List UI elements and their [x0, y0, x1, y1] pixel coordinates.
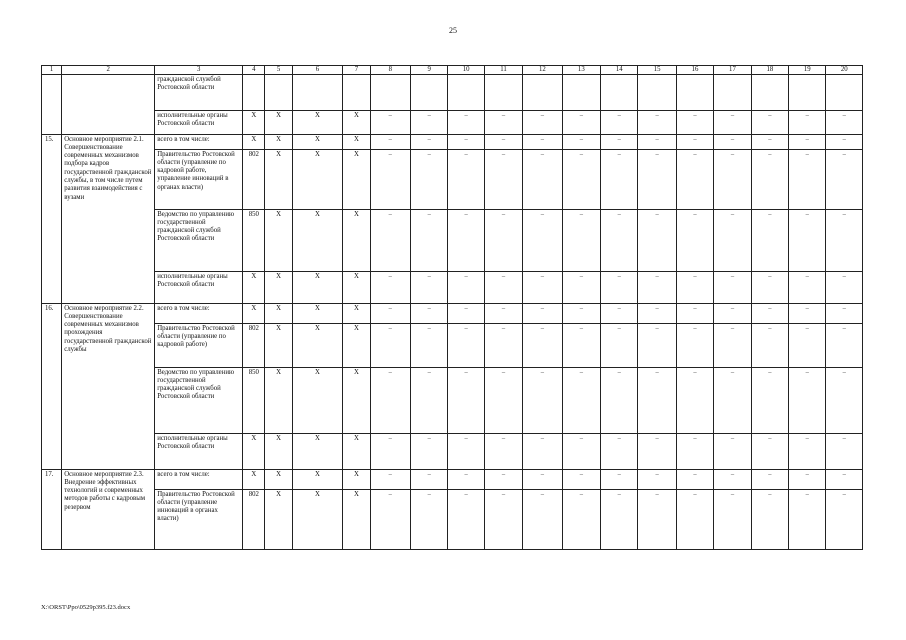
value-cell — [601, 74, 638, 110]
code-cell: Х — [292, 489, 343, 549]
value-cell: – — [751, 134, 788, 149]
value-cell: – — [523, 303, 562, 323]
value-cell: – — [370, 489, 410, 549]
code-cell: Х — [265, 469, 292, 489]
code-cell: Х — [292, 110, 343, 134]
header-cell: 17 — [714, 66, 751, 75]
value-cell: – — [714, 433, 751, 469]
value-cell: – — [484, 489, 522, 549]
value-cell: – — [638, 433, 676, 469]
header-cell: 3 — [155, 66, 243, 75]
value-cell: – — [826, 110, 863, 134]
value-cell: – — [676, 110, 713, 134]
value-cell: – — [448, 469, 484, 489]
value-cell: – — [448, 110, 484, 134]
row-number-cell — [42, 74, 62, 134]
value-cell: – — [370, 271, 410, 303]
value-cell: – — [448, 271, 484, 303]
value-cell: – — [562, 209, 600, 271]
value-cell: – — [751, 489, 788, 549]
code-cell: 850 — [243, 367, 265, 433]
header-cell: 20 — [826, 66, 863, 75]
value-cell: – — [676, 367, 713, 433]
value-cell: – — [751, 367, 788, 433]
value-cell: – — [601, 469, 638, 489]
value-cell: – — [448, 149, 484, 209]
value-cell: – — [484, 209, 522, 271]
value-cell: – — [411, 209, 448, 271]
footer-file-path: X:\ORST\Ppo\0529p395.f23.docx — [41, 604, 131, 611]
value-cell: – — [789, 134, 826, 149]
value-cell: – — [638, 323, 676, 367]
value-cell: – — [789, 489, 826, 549]
value-cell: – — [638, 367, 676, 433]
value-cell: – — [789, 433, 826, 469]
value-cell: – — [751, 303, 788, 323]
executor-cell: исполнительные органы Ростовской области — [155, 433, 243, 469]
value-cell: – — [484, 469, 522, 489]
table-row — [42, 323, 863, 367]
value-cell: – — [826, 303, 863, 323]
value-cell: – — [562, 489, 600, 549]
value-cell: – — [826, 469, 863, 489]
value-cell — [826, 74, 863, 110]
value-cell: – — [826, 433, 863, 469]
value-cell: – — [714, 134, 751, 149]
code-cell: Х — [265, 149, 292, 209]
value-cell: – — [562, 323, 600, 367]
value-cell: – — [411, 134, 448, 149]
value-cell: – — [370, 433, 410, 469]
header-cell: 2 — [62, 66, 155, 75]
value-cell: – — [676, 134, 713, 149]
code-cell: Х — [292, 433, 343, 469]
value-cell: – — [411, 469, 448, 489]
header-cell: 10 — [448, 66, 484, 75]
value-cell: – — [562, 149, 600, 209]
header-cell: 18 — [751, 66, 788, 75]
executor-cell: Ведомство по управлению государственной гражданской службой Ростовской области — [155, 367, 243, 433]
table-row — [42, 489, 863, 549]
table-row — [42, 367, 863, 433]
code-cell: Х — [343, 433, 370, 469]
value-cell: – — [714, 271, 751, 303]
value-cell: – — [370, 469, 410, 489]
value-cell: – — [562, 433, 600, 469]
value-cell: – — [714, 209, 751, 271]
value-cell: – — [370, 209, 410, 271]
table-row — [42, 134, 863, 149]
executor-cell: Правительство Ростовской области (управление инноваций в органах власти) — [155, 489, 243, 549]
value-cell: – — [523, 110, 562, 134]
value-cell: – — [523, 209, 562, 271]
measure-name-cell: Основное мероприятие 2.3. Внедрение эффективных технологий и современных методов работы с кадровым резервом — [62, 469, 155, 549]
value-cell: – — [676, 303, 713, 323]
header-cell: 9 — [411, 66, 448, 75]
value-cell: – — [448, 134, 484, 149]
code-cell: Х — [265, 367, 292, 433]
value-cell — [484, 74, 522, 110]
value-cell: – — [751, 271, 788, 303]
code-cell: Х — [292, 469, 343, 489]
value-cell: – — [411, 367, 448, 433]
value-cell: – — [751, 469, 788, 489]
code-cell: Х — [343, 134, 370, 149]
header-cell: 8 — [370, 66, 410, 75]
value-cell: – — [714, 469, 751, 489]
header-cell: 12 — [523, 66, 562, 75]
value-cell: – — [638, 303, 676, 323]
header-cell: 13 — [562, 66, 600, 75]
code-cell: 802 — [243, 149, 265, 209]
value-cell: – — [676, 149, 713, 209]
value-cell: – — [826, 323, 863, 367]
value-cell: – — [751, 149, 788, 209]
value-cell: – — [714, 489, 751, 549]
table-row — [42, 110, 863, 134]
value-cell — [676, 74, 713, 110]
code-cell — [292, 74, 343, 110]
executor-cell: Ведомство по управлению государственной гражданской службой Ростовской области — [155, 209, 243, 271]
value-cell: – — [751, 209, 788, 271]
value-cell: – — [789, 469, 826, 489]
code-cell: Х — [343, 209, 370, 271]
code-cell: Х — [243, 271, 265, 303]
value-cell: – — [638, 149, 676, 209]
measure-name-cell: Основное мероприятие 2.2. Совершенствование современных механизмов прохождения государственной гражданской службы — [62, 303, 155, 469]
value-cell: – — [448, 489, 484, 549]
value-cell: – — [562, 110, 600, 134]
value-cell: – — [826, 271, 863, 303]
value-cell: – — [601, 323, 638, 367]
code-cell: Х — [343, 469, 370, 489]
code-cell: Х — [292, 323, 343, 367]
value-cell: – — [826, 209, 863, 271]
value-cell: – — [523, 271, 562, 303]
header-cell: 14 — [601, 66, 638, 75]
value-cell: – — [484, 323, 522, 367]
header-cell: 16 — [676, 66, 713, 75]
header-cell: 4 — [243, 66, 265, 75]
executor-cell: исполнительные органы Ростовской области — [155, 110, 243, 134]
value-cell: – — [411, 271, 448, 303]
table-row — [42, 271, 863, 303]
executor-cell: Правительство Ростовской области (управление по кадровой работе, управление инноваций в органах власти) — [155, 149, 243, 209]
measure-name-cell: Основное мероприятие 2.1. Совершенствование современных механизмов подбора кадров государственной гражданской службы, в том числе путем развития взаимодействия с вузами — [62, 134, 155, 303]
value-cell: – — [523, 433, 562, 469]
code-cell: Х — [343, 303, 370, 323]
value-cell: – — [789, 323, 826, 367]
value-cell: – — [562, 303, 600, 323]
value-cell: – — [370, 149, 410, 209]
value-cell: – — [789, 367, 826, 433]
value-cell: – — [638, 209, 676, 271]
value-cell — [638, 74, 676, 110]
code-cell: Х — [292, 209, 343, 271]
code-cell: Х — [243, 303, 265, 323]
executor-cell: всего в том числе: — [155, 303, 243, 323]
value-cell: – — [751, 323, 788, 367]
value-cell — [751, 74, 788, 110]
value-cell: – — [789, 271, 826, 303]
code-cell: Х — [265, 303, 292, 323]
value-cell: – — [751, 110, 788, 134]
code-cell: Х — [243, 110, 265, 134]
code-cell — [343, 74, 370, 110]
code-cell: Х — [265, 209, 292, 271]
value-cell — [370, 74, 410, 110]
value-cell: – — [448, 433, 484, 469]
value-cell: – — [523, 489, 562, 549]
value-cell: – — [751, 433, 788, 469]
value-cell: – — [523, 367, 562, 433]
code-cell: Х — [343, 323, 370, 367]
code-cell: 802 — [243, 323, 265, 367]
value-cell: – — [411, 149, 448, 209]
value-cell: – — [676, 209, 713, 271]
value-cell: – — [484, 271, 522, 303]
value-cell: – — [826, 367, 863, 433]
code-cell: Х — [243, 469, 265, 489]
code-cell: Х — [265, 134, 292, 149]
value-cell: – — [484, 134, 522, 149]
code-cell: Х — [292, 367, 343, 433]
value-cell: – — [562, 271, 600, 303]
table-row — [42, 303, 863, 323]
code-cell: Х — [343, 149, 370, 209]
value-cell: – — [523, 134, 562, 149]
value-cell: – — [562, 469, 600, 489]
value-cell: – — [601, 303, 638, 323]
header-cell: 19 — [789, 66, 826, 75]
code-cell: Х — [292, 149, 343, 209]
value-cell: – — [638, 489, 676, 549]
value-cell: – — [601, 271, 638, 303]
value-cell: – — [638, 110, 676, 134]
value-cell: – — [448, 303, 484, 323]
header-cell: 1 — [42, 66, 62, 75]
value-cell: – — [370, 134, 410, 149]
value-cell: – — [638, 134, 676, 149]
value-cell — [523, 74, 562, 110]
value-cell: – — [523, 323, 562, 367]
value-cell: – — [448, 209, 484, 271]
row-number-cell: 17. — [42, 469, 62, 549]
page-number: 25 — [449, 26, 457, 35]
code-cell — [243, 74, 265, 110]
executor-cell: гражданской службой Ростовской области — [155, 74, 243, 110]
value-cell: – — [789, 303, 826, 323]
code-cell: Х — [265, 433, 292, 469]
value-cell: – — [448, 367, 484, 433]
code-cell: 802 — [243, 489, 265, 549]
value-cell: – — [714, 149, 751, 209]
value-cell: – — [523, 149, 562, 209]
code-cell: Х — [265, 323, 292, 367]
code-cell — [265, 74, 292, 110]
value-cell: – — [789, 110, 826, 134]
value-cell: – — [601, 134, 638, 149]
value-cell: – — [601, 209, 638, 271]
value-cell: – — [601, 489, 638, 549]
value-cell: – — [448, 323, 484, 367]
value-cell: – — [370, 110, 410, 134]
value-cell — [562, 74, 600, 110]
code-cell: Х — [265, 271, 292, 303]
code-cell: Х — [265, 110, 292, 134]
code-cell: Х — [343, 271, 370, 303]
code-cell: Х — [292, 134, 343, 149]
value-cell: – — [411, 323, 448, 367]
value-cell: – — [826, 489, 863, 549]
value-cell: – — [411, 489, 448, 549]
value-cell: – — [370, 303, 410, 323]
value-cell: – — [676, 323, 713, 367]
table-header-row — [42, 66, 863, 75]
header-cell: 15 — [638, 66, 676, 75]
value-cell: – — [601, 433, 638, 469]
code-cell: Х — [243, 134, 265, 149]
table-row — [42, 433, 863, 469]
value-cell: – — [638, 271, 676, 303]
value-cell: – — [562, 134, 600, 149]
value-cell: – — [638, 469, 676, 489]
value-cell — [448, 74, 484, 110]
executor-cell: Правительство Ростовской области (управление по кадровой работе) — [155, 323, 243, 367]
value-cell: – — [714, 110, 751, 134]
value-cell: – — [826, 134, 863, 149]
value-cell — [714, 74, 751, 110]
value-cell — [411, 74, 448, 110]
measure-name-cell — [62, 74, 155, 134]
header-cell: 6 — [292, 66, 343, 75]
value-cell: – — [411, 433, 448, 469]
table-row — [42, 209, 863, 271]
value-cell: – — [562, 367, 600, 433]
row-number-cell: 16. — [42, 303, 62, 469]
value-cell: – — [601, 149, 638, 209]
value-cell: – — [714, 323, 751, 367]
table-row — [42, 74, 863, 110]
code-cell: Х — [292, 303, 343, 323]
code-cell: Х — [292, 271, 343, 303]
value-cell: – — [676, 271, 713, 303]
header-cell: 7 — [343, 66, 370, 75]
value-cell: – — [676, 469, 713, 489]
row-number-cell: 15. — [42, 134, 62, 303]
value-cell: – — [826, 149, 863, 209]
value-cell: – — [601, 367, 638, 433]
value-cell: – — [714, 367, 751, 433]
code-cell: Х — [265, 489, 292, 549]
value-cell: – — [484, 149, 522, 209]
value-cell: – — [789, 209, 826, 271]
code-cell: Х — [243, 433, 265, 469]
value-cell: – — [676, 489, 713, 549]
value-cell: – — [370, 367, 410, 433]
value-cell: – — [789, 149, 826, 209]
value-cell: – — [484, 433, 522, 469]
value-cell: – — [484, 367, 522, 433]
program-table — [41, 65, 863, 550]
executor-cell: всего в том числе: — [155, 134, 243, 149]
value-cell: – — [411, 110, 448, 134]
value-cell: – — [714, 303, 751, 323]
value-cell: – — [601, 110, 638, 134]
code-cell: 850 — [243, 209, 265, 271]
value-cell: – — [370, 323, 410, 367]
executor-cell: всего в том числе: — [155, 469, 243, 489]
value-cell — [789, 74, 826, 110]
executor-cell: исполнительные органы Ростовской области — [155, 271, 243, 303]
table-row — [42, 469, 863, 489]
value-cell: – — [523, 469, 562, 489]
value-cell: – — [484, 303, 522, 323]
table-row — [42, 149, 863, 209]
value-cell: – — [411, 303, 448, 323]
code-cell: Х — [343, 110, 370, 134]
header-cell: 11 — [484, 66, 522, 75]
code-cell: Х — [343, 489, 370, 549]
value-cell: – — [484, 110, 522, 134]
value-cell: – — [676, 433, 713, 469]
code-cell: Х — [343, 367, 370, 433]
header-cell: 5 — [265, 66, 292, 75]
